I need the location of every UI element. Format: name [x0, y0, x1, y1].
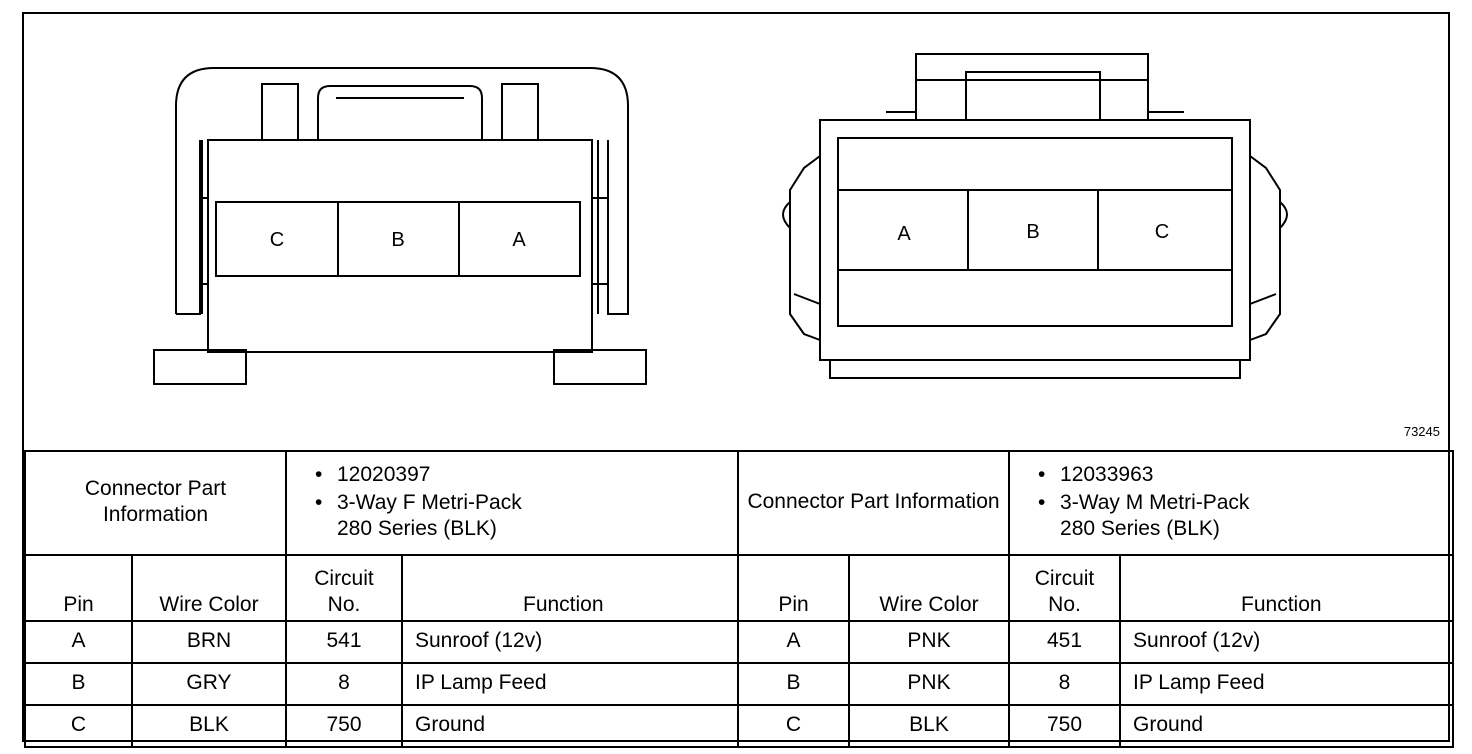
pin-cell: C	[738, 705, 849, 747]
right-cavity-label-1: A	[897, 223, 911, 245]
table-row	[25, 705, 1453, 747]
figure-id: 73245	[1403, 424, 1440, 439]
pin-cell: C	[25, 705, 132, 747]
left-info-label: Connector Part Information	[25, 451, 286, 555]
pinout-table	[24, 450, 1454, 748]
wire-color-cell: PNK	[849, 663, 1009, 705]
pin-cell: A	[738, 621, 849, 663]
right-part-number: • 12033963	[1038, 462, 1448, 488]
pin-cell: A	[25, 621, 132, 663]
header-pin: Pin	[738, 555, 849, 621]
wire-color-cell: BLK	[849, 705, 1009, 747]
right-part-description: • 3-Way M Metri-Pack 280 Series (BLK)	[1038, 490, 1448, 542]
wire-color-cell: PNK	[849, 621, 1009, 663]
left-cavity-label-2: B	[391, 229, 405, 251]
function-cell: IP Lamp Feed	[402, 663, 738, 705]
right-info-label: Connector Part Information	[738, 451, 1009, 555]
header-wire-color: Wire Color	[849, 555, 1009, 621]
table-row	[25, 621, 1453, 663]
circuit-cell: 541	[286, 621, 402, 663]
pin-cell: B	[25, 663, 132, 705]
left-part-info	[286, 451, 738, 555]
left-cavity-label-3: A	[512, 229, 526, 251]
left-part-number: • 12020397	[315, 462, 733, 488]
header-pin: Pin	[25, 555, 132, 621]
circuit-cell: 451	[1009, 621, 1120, 663]
right-connector-drawing	[783, 54, 1287, 378]
connector-drawings	[24, 14, 1452, 454]
wire-color-cell: BRN	[132, 621, 286, 663]
left-cavity-label-1: C	[269, 229, 285, 251]
right-cavity-label-3: C	[1154, 221, 1170, 243]
right-cavity-label-2: B	[1026, 221, 1040, 243]
function-cell: Sunroof (12v)	[402, 621, 738, 663]
right-part-info	[1009, 451, 1453, 555]
function-cell: Sunroof (12v)	[1120, 621, 1453, 663]
wire-color-cell: BLK	[132, 705, 286, 747]
connector-info-row	[25, 451, 1453, 555]
header-circuit: Circuit No.	[286, 555, 402, 621]
function-cell: Ground	[402, 705, 738, 747]
left-part-description: • 3-Way F Metri-Pack 280 Series (BLK)	[315, 490, 733, 542]
connector-sheet	[22, 12, 1450, 742]
header-wire-color: Wire Color	[132, 555, 286, 621]
circuit-cell: 8	[1009, 663, 1120, 705]
table-header-row	[25, 555, 1453, 621]
left-connector-drawing	[154, 68, 646, 384]
function-cell: IP Lamp Feed	[1120, 663, 1453, 705]
table-row	[25, 663, 1453, 705]
header-function: Function	[1120, 555, 1453, 621]
pin-cell: B	[738, 663, 849, 705]
header-function: Function	[402, 555, 738, 621]
function-cell: Ground	[1120, 705, 1453, 747]
circuit-cell: 8	[286, 663, 402, 705]
circuit-cell: 750	[1009, 705, 1120, 747]
header-circuit: Circuit No.	[1009, 555, 1120, 621]
connector-diagram	[24, 14, 1452, 454]
circuit-cell: 750	[286, 705, 402, 747]
wire-color-cell: GRY	[132, 663, 286, 705]
